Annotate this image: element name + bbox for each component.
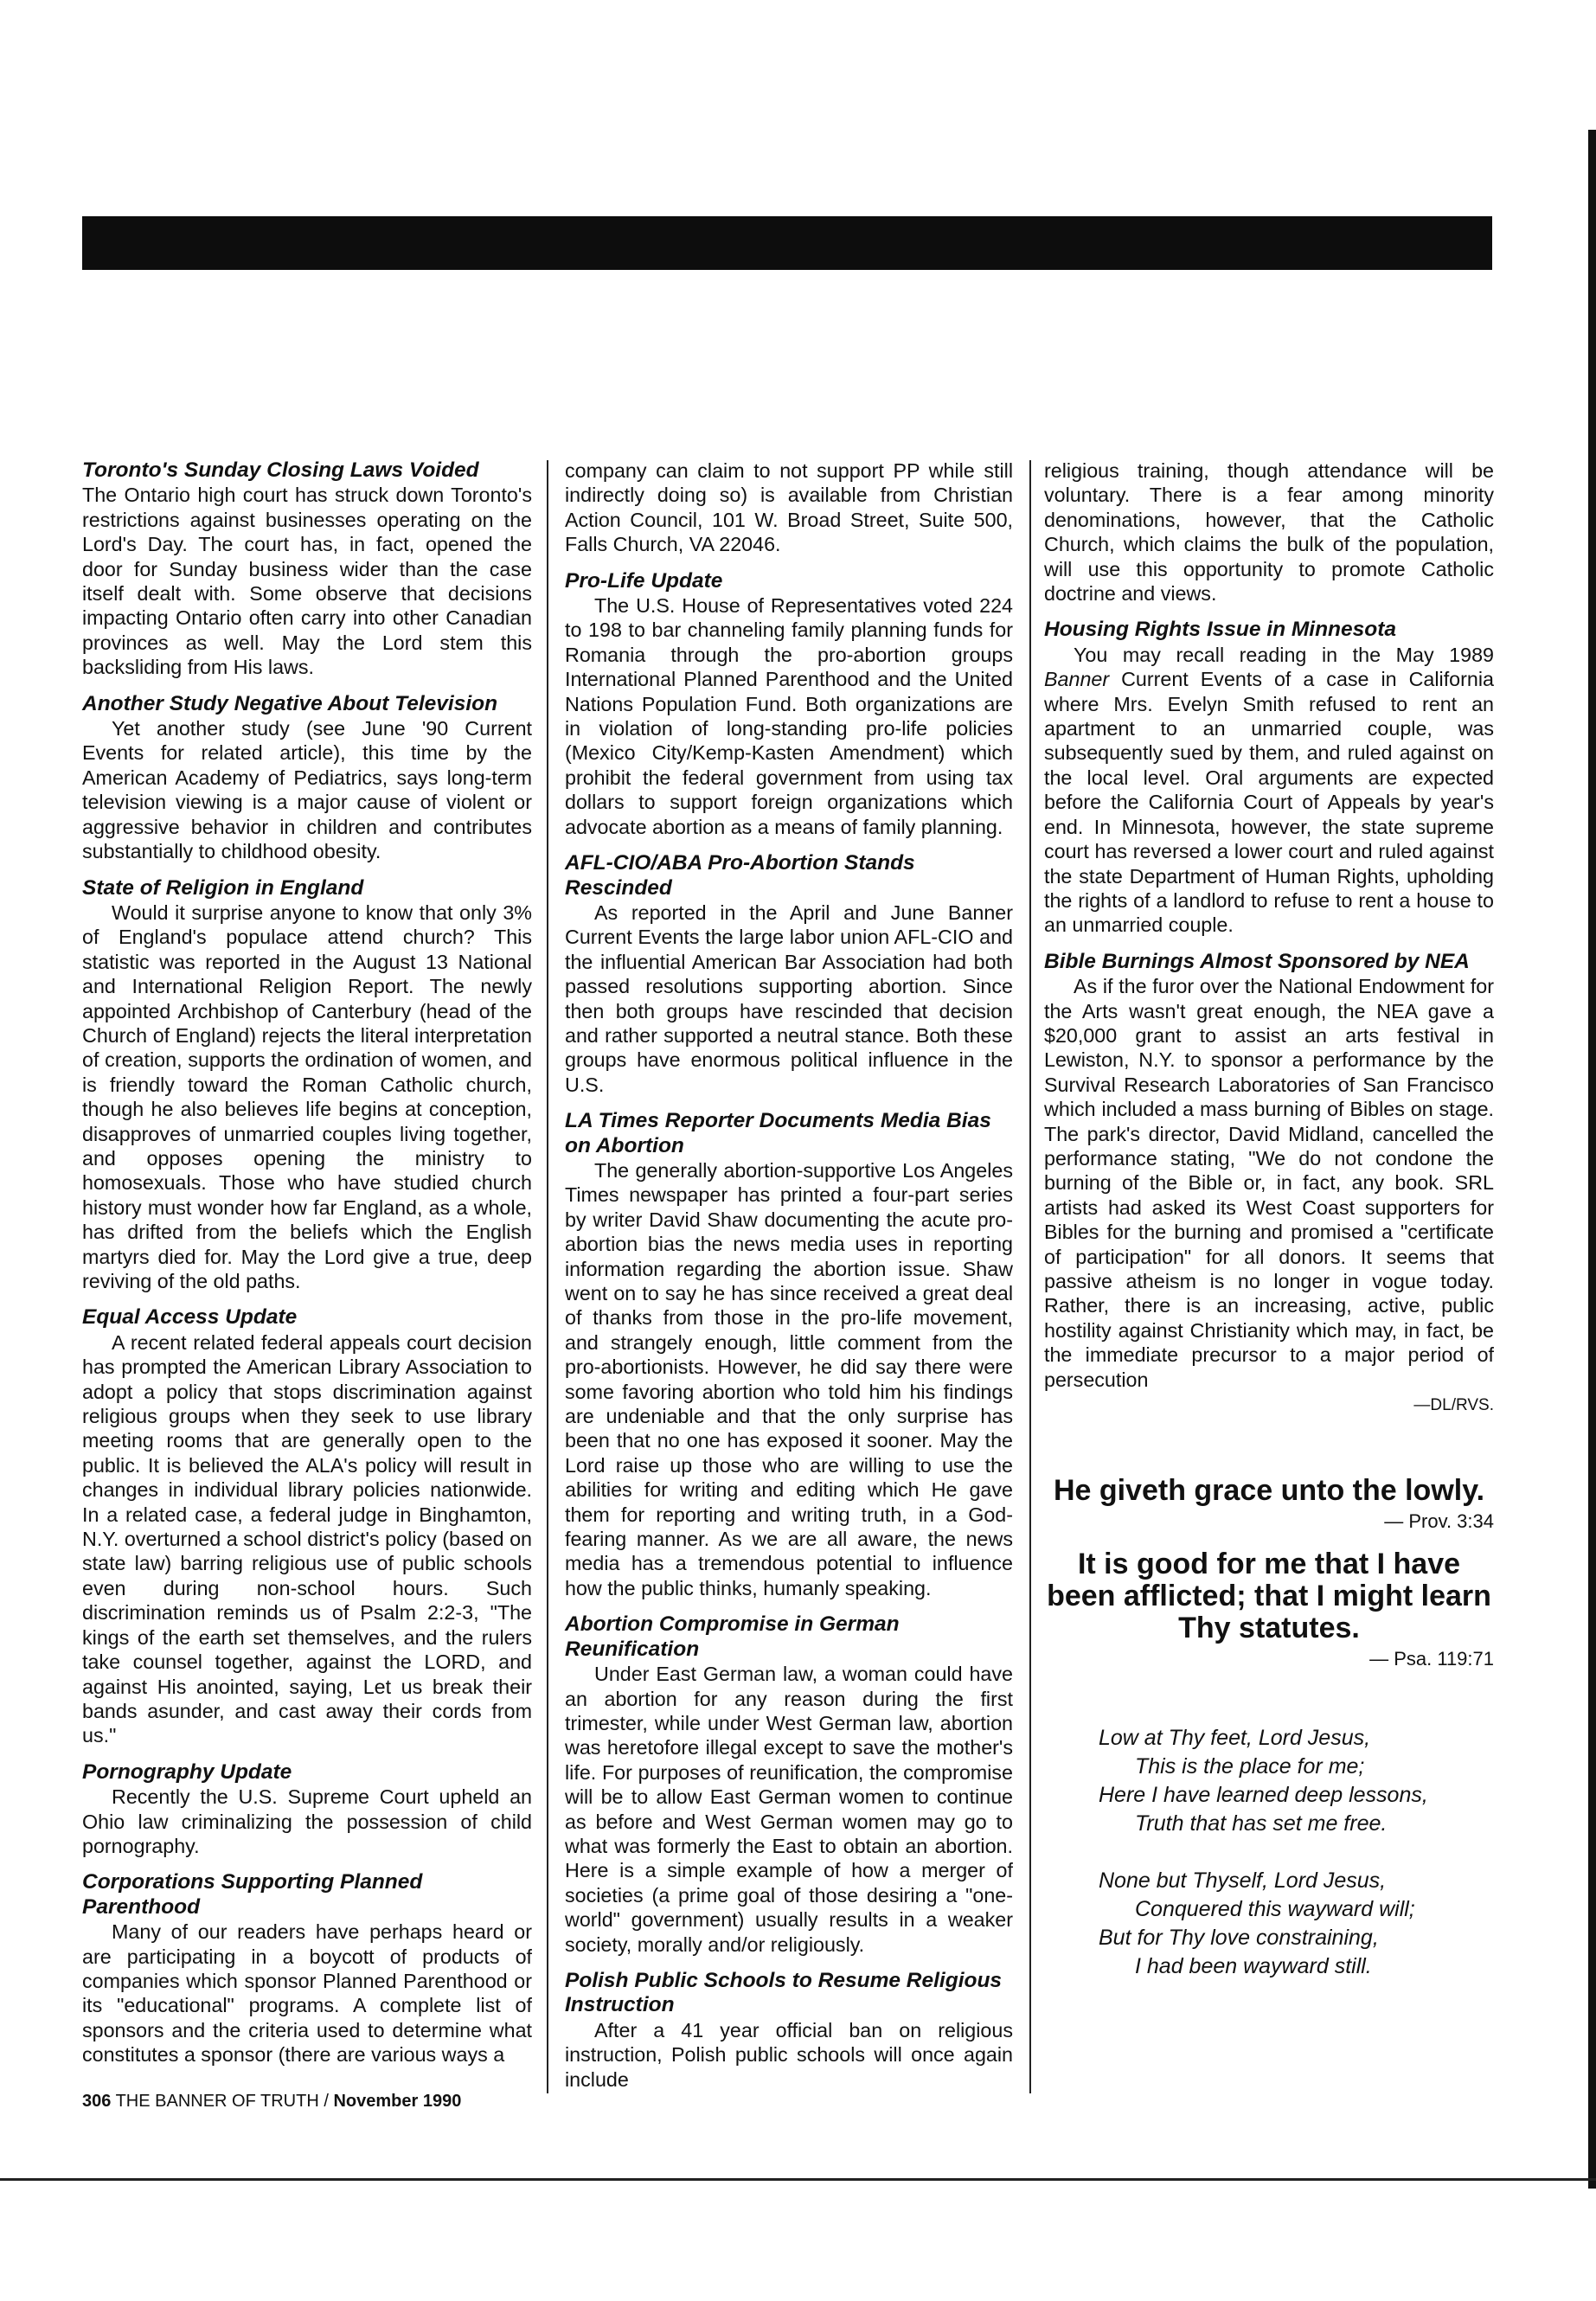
page-number: 306 xyxy=(82,2092,112,2111)
article-body: The Ontario high court has struck down Toronto's restrictions against businesses operating on the Lord's Day. The court has, in fact, opened the door for Sunday business wider than the case itself dealt with. Some observe that decisions impacting Ontario often carry into other Canadian provinces as well. May the Lord stem this backsliding from His laws. xyxy=(82,484,532,679)
poem-line: Truth that has set me free. xyxy=(1135,1811,1388,1836)
article-heading: Housing Rights Issue in Minnesota xyxy=(1044,618,1397,642)
article-body: As reported in the April and June Banner Current Events the large labor union AFL-CIO and the influential American Bar Association had both passed resolutions supporting abortion. Since then both groups have rescinded that decision and rather supported a neutral stance. Both these groups have enormous political influence in the U.S. xyxy=(565,901,1013,1096)
article-heading: Pro-Life Update xyxy=(565,568,723,593)
poem-stanza xyxy=(1099,1867,1514,1981)
article-heading: Corporations Supporting Planned Parenthood xyxy=(82,1870,423,1919)
article-body: Under East German law, a woman could have an abortion for any reason during the first trimester, while under West German law, abortion was heretofore illegal except to save the mother's life. For purposes of reunification, the compromise will be to allow East German women to continue as before and West German women may go to what was formerly the East to obtain an abortion. Here is a simple example of how a merger of societies (a prime goal of those desiring a "one-world" government) usually results in a weaker society, morally and/or religiously. xyxy=(565,1663,1013,1956)
article-body: Recently the U.S. Supreme Court upheld an Ohio law criminalizing the possession of child pornography. xyxy=(82,1785,532,1857)
publication-title: THE BANNER OF TRUTH xyxy=(115,2092,319,2111)
column-2 xyxy=(565,458,1013,2104)
poem-line: But for Thy love constraining, xyxy=(1099,1926,1379,1950)
header-black-bar xyxy=(82,216,1492,270)
article-afl-cio xyxy=(565,851,1013,1097)
article-body: The generally abortion-supportive Los Angeles Times newspaper has printed a four-part series by writer David Shaw documenting the acute pro-abortion bias the news media uses in reporting information regarding the abortion issue. Shaw went on to say he has since received a great deal of thanks from those in the pro-life movement, and strangely enough, little comment from the pro-abortionists. However, he did say there were some favoring abortion who told him his findings are undeniable and that the only surprise has been that no one has exposed it sooner. May the Lord raise up those who are willing to use the abilities for writing and editing which He gave them for reporting and writing truth, in a God-fearing manner. As we are all aware, the news media has a tremendous potential to influence how the public thinks, humanly speaking. xyxy=(565,1158,1013,1599)
article-england xyxy=(82,876,532,1294)
article-continuation xyxy=(1044,458,1494,606)
issue-date: November 1990 xyxy=(333,2092,462,2111)
poem-line: Here I have learned deep lessons, xyxy=(1099,1783,1428,1807)
article-body: Would it surprise anyone to know that only 3% of England's populace attend church? This statistic was reported in the August 13 National and International Religion Report. The newly appointed Archbishop of Canterbury (head of the Church of England) rejects the literal interpretation of creation, supports the ordination of women, and is friendly toward the Roman Catholic church, though he also believes life begins at conception, disapproves of unmarried couples living together, and opposes opening the ministry to homosexuals. Those who have studied church history must wonder how far England, as a whole, has drifted from the beliefs which the English martyrs died for. May the Lord give a true, deep reviving of the old paths. xyxy=(82,901,532,1292)
article-heading: Bible Burnings Almost Sponsored by NEA xyxy=(1044,949,1470,973)
poem xyxy=(1099,1724,1514,2009)
article-continuation xyxy=(565,458,1013,557)
article-heading: State of Religion in England xyxy=(82,875,364,900)
article-body: religious training, though attendance will be voluntary. There is a fear among minority denominations, however, that the Catholic Church, which claims the bulk of the population, will use this opportunity to promote Catholic doctrine and views. xyxy=(1044,459,1494,606)
article-heading: Polish Public Schools to Resume Religious Instruction xyxy=(565,1968,1003,2017)
article-heading: Pornography Update xyxy=(82,1759,292,1784)
article-text: Current Events of a case in California where Mrs. Evelyn Smith refused to rent an apartment to an unmarried couple, was subsequently sued by them, and ruled against on the local level. Oral arguments are expected before the California Court of Appeals by year's end. In Minnesota, however, the state supreme court has reversed a lower court and ruled against the state Department of Human Rights, upholding the rights of a landlord to refuse to rent a house to an unmarried couple. xyxy=(1044,668,1494,937)
article-pornography xyxy=(82,1760,532,1859)
article-body: After a 41 year official ban on religious instruction, Polish public schools will once again include xyxy=(565,2018,1013,2091)
footer-separator: / xyxy=(318,2092,334,2111)
article-heading: Equal Access Update xyxy=(82,1305,298,1330)
article-polish-schools xyxy=(565,1969,1013,2092)
article-heading: AFL-CIO/ABA Pro-Abortion Stands Rescinded xyxy=(565,851,915,900)
page-edge-shadow xyxy=(1588,130,1596,2189)
article-text: You may recall reading in the May 1989 xyxy=(1074,643,1494,666)
page-footer xyxy=(82,2092,461,2112)
article-heading: Another Study Negative About Television xyxy=(82,691,498,715)
article-planned-parenthood xyxy=(82,1870,532,2067)
verse-text: He giveth grace unto the lowly. xyxy=(1053,1474,1485,1507)
article-body: Many of our readers have perhaps heard or are participating in a boycott of products of companies which sponsor Planned Parenthood or its "educational" programs. A complete list of sponsors and the criteria used to determine what constitutes a sponsor (there are various ways a xyxy=(82,1920,532,2067)
poem-line: This is the place for me; xyxy=(1135,1754,1365,1779)
author-credit: —DL/RVS. xyxy=(1413,1396,1494,1415)
article-pro-life xyxy=(565,569,1013,839)
column-3 xyxy=(1044,458,1494,1430)
column-rule-2 xyxy=(1029,460,1031,2093)
article-heading: Abortion Compromise in German Reunification xyxy=(565,1612,900,1661)
article-body: A recent related federal appeals court decision has prompted the American Library Association to adopt a policy that stops discrimination against religious groups when they seek to use library meeting rooms that are generally open to the public. It is believed the ALA's policy will result in changes in individual library policies nationwide. In a related case, a federal judge in Binghamton, N.Y. overturned a school district's policy (based on state law) barring religious use of public schools even during non-school hours. Such discrimination reminds us of Psalm 2:2-3, "The kings of the earth set themselves, and the rulers take counsel together, against the LORD, and against His anointed, saying, Let us break their bands asunder, and cast away their cords from us." xyxy=(82,1330,532,1747)
poem-line: None but Thyself, Lord Jesus, xyxy=(1099,1868,1387,1893)
article-body: The U.S. House of Representatives voted 224 to 198 to bar channeling family planning funds for Romania through the pro-abortion groups International Planned Parenthood and the United Nations Population Fund. Both organizations are in violation of long-standing pro-life policies (Mexico City/Kemp-Kasten Amendment) which prohibit the federal government from using tax dollars to support foreign organizations which advocate abortion as a means of family planning. xyxy=(565,594,1013,838)
publication-name: Banner xyxy=(1044,668,1110,691)
article-heading: LA Times Reporter Documents Media Bias on Abortion xyxy=(565,1109,991,1157)
verse-reference: — Psa. 119:71 xyxy=(1369,1648,1494,1670)
article-heading: Toronto's Sunday Closing Laws Voided xyxy=(82,458,479,482)
article-housing-rights xyxy=(1044,618,1494,937)
verse-text: It is good for me that I have been afflicted; that I might learn Thy statutes. xyxy=(1047,1548,1491,1644)
bottom-rule xyxy=(0,2178,1596,2181)
article-toronto xyxy=(82,458,532,680)
article-body xyxy=(1044,643,1494,938)
column-rule-1 xyxy=(547,460,548,2093)
article-television xyxy=(82,692,532,864)
article-bible-burnings xyxy=(1044,950,1494,1419)
article-german-reunification xyxy=(565,1612,1013,1957)
article-body: As if the furor over the National Endowment for the Arts wasn't great enough, the NEA gave a $20,000 grant to assist an arts festival in Lewiston, N.Y. to sponsor a performance by the Survival Research Laboratories of San Francisco which included a mass burning of Bibles on stage. The park's director, David Midland, cancelled the performance stating, "We do not condone the burning of the Bible or, in fact, any book. SRL artists had asked its West Coast supporters for Bibles for the burning and promised a "certificate of participation" for all donors. It seems that passive atheism is no longer in vogue today. Rather, there is an increasing, active, public hostility against Christianity which may, in fact, be the immediate precursor to a major period of persecution xyxy=(1044,975,1494,1391)
article-body: Yet another study (see June '90 Current Events for related article), this time by the American Academy of Pediatrics, says long-term television viewing is a major cause of violent or aggressive behavior in children and contributes substantially to childhood obesity. xyxy=(82,717,532,863)
poem-line: Low at Thy feet, Lord Jesus, xyxy=(1099,1726,1371,1750)
article-body: company can claim to not support PP while still indirectly doing so) is available from Christian Action Council, 101 W. Broad Street, Suite 500, Falls Church, VA 22046. xyxy=(565,459,1013,556)
poem-stanza xyxy=(1099,1724,1514,1838)
verse-reference: — Prov. 3:34 xyxy=(1384,1510,1494,1532)
poem-line: I had been wayward still. xyxy=(1135,1954,1372,1978)
poem-line: Conquered this wayward will; xyxy=(1135,1897,1415,1921)
article-equal-access xyxy=(82,1305,532,1747)
scripture-verses xyxy=(1044,1475,1494,1686)
column-1 xyxy=(82,458,532,2080)
article-la-times xyxy=(565,1109,1013,1600)
